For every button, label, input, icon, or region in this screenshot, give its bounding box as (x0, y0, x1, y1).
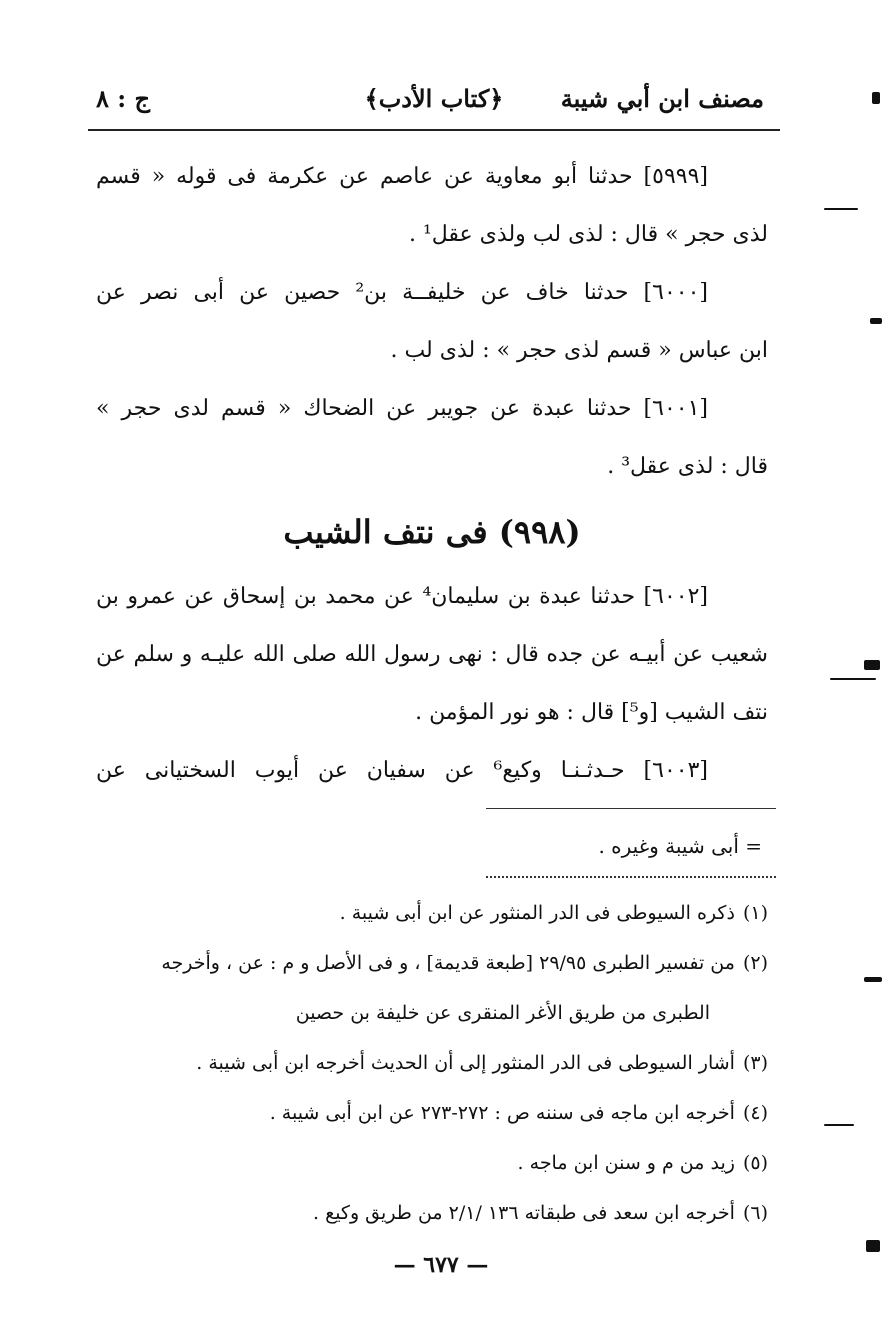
footnote-divider (486, 808, 776, 809)
main-text (96, 148, 768, 800)
footnote (96, 1138, 768, 1188)
scan-mark (872, 92, 880, 104)
scan-mark (824, 1124, 854, 1126)
scan-mark (864, 660, 880, 670)
chapter-title: ﴿كتاب الأدب﴾ (364, 84, 504, 113)
header-divider (88, 129, 780, 131)
section-heading: (٩٩٨) فى نتف الشيب (283, 513, 581, 551)
footnote-carry-over: = أبى شيبة وغيره . (598, 834, 762, 858)
footnote-number: (٤) (742, 1102, 768, 1124)
text-line: [٦٠٠٣] حـدثـنـا وكيع⁶ عن سفيان عن أيوب السختيانى عن (96, 758, 708, 783)
footnote-text: ذكره السيوطى فى الدر المنثور عن ابن أبى شيبة . (339, 902, 735, 924)
scan-mark (866, 1240, 880, 1252)
text-line: قال : لذى عقل³ . (607, 454, 768, 479)
footnote-number: (٦) (742, 1202, 768, 1224)
text-line: [٦٠٠٢] حدثنا عبدة بن سليمان⁴ عن محمد بن إسحاق عن عمرو بن (96, 584, 708, 609)
footnote (96, 1188, 768, 1238)
footnote (96, 938, 768, 988)
text-line: ابن عباس « قسم لذى حجر » : لذى لب . (390, 338, 768, 363)
footnote-number: (٥) (742, 1152, 768, 1174)
footnotes (96, 888, 768, 1238)
text-line: [٦٠٠١] حدثنا عبدة عن جويبر عن الضحاك « قسم لدى حجر » (96, 396, 708, 421)
book-title: مصنف ابن أبي شيبة (560, 84, 764, 113)
text-line: شعيب عن أبيـه عن جده قال : نهى رسول الله صلى الله عليـه و سلم عن (96, 642, 768, 667)
scan-mark (870, 318, 882, 324)
running-header (88, 78, 780, 128)
footnote-text: زيد من م و سنن ابن ماجه . (517, 1152, 735, 1174)
footnote-text: من تفسير الطبرى ٢٩/٩٥ [طبعة قديمة] ، و فى الأصل و م : عن ، وأخرجه (161, 952, 735, 974)
text-line: [٥٩٩٩] حدثنا أبو معاوية عن عاصم عن عكرمة فى قوله « قسم (96, 164, 708, 189)
footnote-divider-dotted (486, 876, 776, 878)
footnote-text: أشار السيوطى فى الدر المنثور إلى أن الحديث أخرجه ابن أبى شيبة . (196, 1052, 735, 1074)
text-line: [٦٠٠٠] حدثنا خاف عن خليفــة بن² حصين عن أبى نصر عن (96, 280, 708, 305)
footnote-text: أخرجه ابن سعد فى طبقاته ١٣٦ /٢/١ من طريق وكيع . (313, 1202, 735, 1224)
footnote-number: (١) (742, 902, 768, 924)
scan-mark (864, 977, 882, 982)
footnote (96, 888, 768, 938)
page-number: — ٦٧٧ — (393, 1252, 489, 1278)
footnote (96, 1038, 768, 1088)
scan-mark (824, 208, 858, 210)
footnote-continuation: الطبرى من طريق الأغر المنقرى عن خليفة بن حصين (295, 1002, 710, 1024)
footnote-number: (٣) (742, 1052, 768, 1074)
scan-mark (830, 678, 876, 680)
volume-number: ج : ٨ (96, 84, 150, 113)
footnote (96, 1088, 768, 1138)
footnote-text: أخرجه ابن ماجه فى سننه ص : ٢٧٢-٢٧٣ عن ابن أبى شيبة . (269, 1102, 735, 1124)
footnote-number: (٢) (742, 952, 768, 974)
text-line: نتف الشيب [و⁵] قال : هو نور المؤمن . (415, 700, 768, 725)
text-line: لذى حجر » قال : لذى لب ولذى عقل¹ . (408, 222, 768, 247)
